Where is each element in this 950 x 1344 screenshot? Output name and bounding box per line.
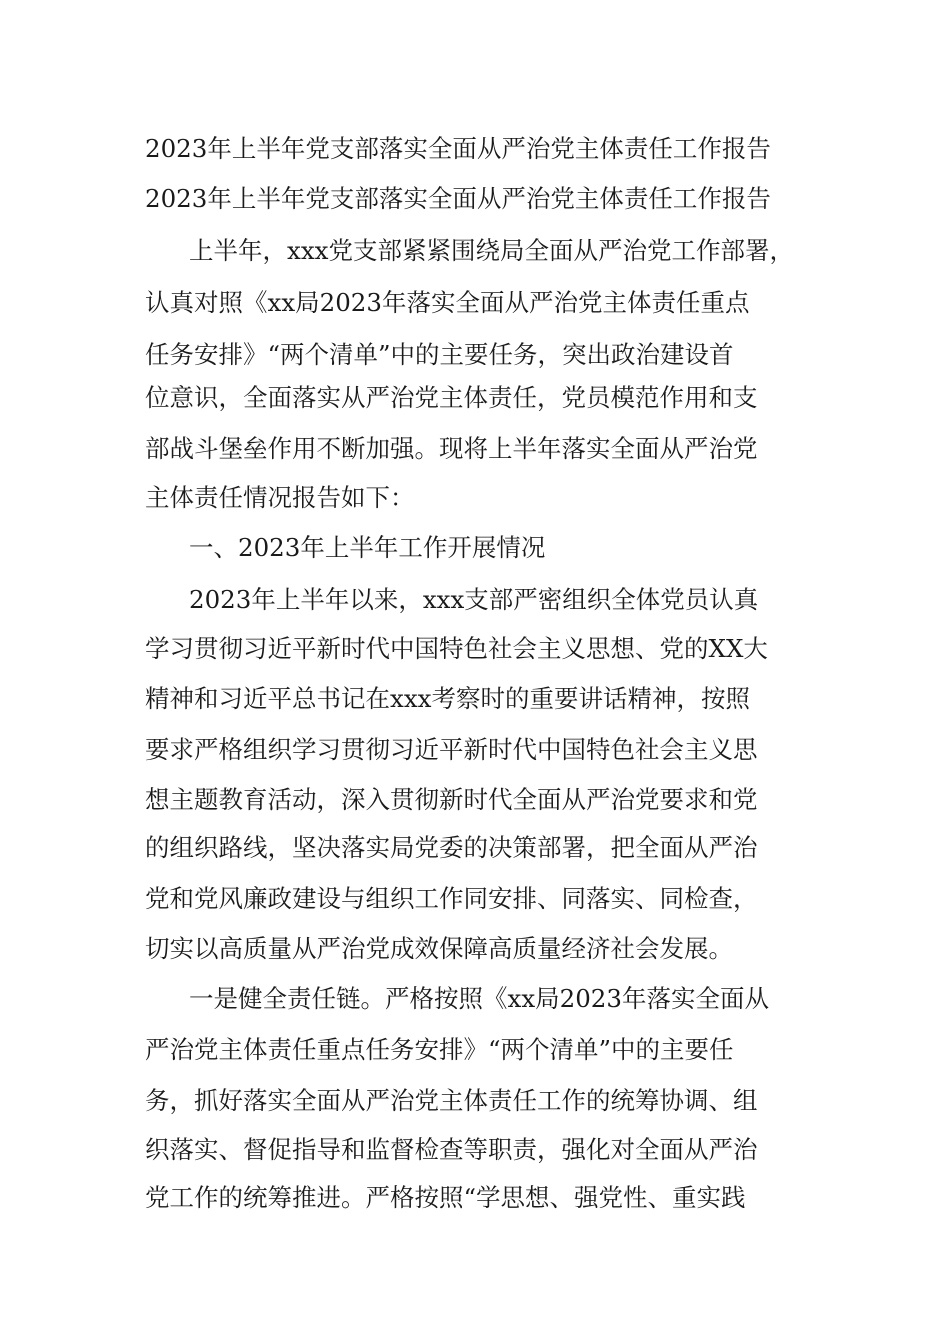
intro-paragraph-line: 任务安排》“两个清单”中的主要任务，突出政治建设首	[145, 340, 734, 369]
intro-paragraph-line: 认真对照《xx局2023年落实全面从严治党主体责任重点	[145, 288, 750, 317]
intro-paragraph-line: 部战斗堡垒作用不断加强。现将上半年落实全面从严治党	[145, 434, 758, 463]
section-heading: 一、2023年上半年工作开展情况	[189, 533, 546, 562]
section-paragraph-line: 党和党风廉政建设与组织工作同安排、同落实、同检查，	[145, 884, 758, 913]
section-paragraph-line: 2023年上半年以来，xxx支部严密组织全体党员认真	[189, 585, 759, 614]
section-paragraph-line: 要求严格组织学习贯彻习近平新时代中国特色社会主义思	[145, 735, 758, 764]
intro-paragraph-line: 上半年，xxx党支部紧紧围绕局全面从严治党工作部署，	[189, 236, 794, 265]
intro-paragraph-line: 位意识，全面落实从严治党主体责任，党员模范作用和支	[145, 383, 758, 412]
item-paragraph-line: 严治党主体责任重点任务安排》“两个清单”中的主要任	[145, 1035, 734, 1064]
section-paragraph-line: 切实以高质量从严治党成效保障高质量经济社会发展。	[145, 934, 733, 963]
intro-paragraph-line: 主体责任情况报告如下：	[145, 483, 415, 512]
item-paragraph-line: 党工作的统筹推进。严格按照“学思想、强党性、重实践	[145, 1183, 746, 1212]
section-paragraph-line: 想主题教育活动，深入贯彻新时代全面从严治党要求和党	[145, 785, 758, 814]
section-paragraph-line: 精神和习近平总书记在xxx考察时的重要讲话精神，按照	[145, 684, 750, 713]
section-paragraph-line: 的组织路线，坚决落实局党委的决策部署，把全面从严治	[145, 833, 758, 862]
document-title: 2023年上半年党支部落实全面从严治党主体责任工作报告	[145, 134, 771, 163]
document-title-repeat: 2023年上半年党支部落实全面从严治党主体责任工作报告	[145, 184, 771, 213]
item-paragraph-line: 织落实、督促指导和监督检查等职责，强化对全面从严治	[145, 1135, 758, 1164]
item-paragraph-line: 一是健全责任链。严格按照《xx局2023年落实全面从	[189, 984, 769, 1013]
section-paragraph-line: 学习贯彻习近平新时代中国特色社会主义思想、党的XX大	[145, 634, 768, 663]
item-paragraph-line: 务，抓好落实全面从严治党主体责任工作的统筹协调、组	[145, 1086, 758, 1115]
